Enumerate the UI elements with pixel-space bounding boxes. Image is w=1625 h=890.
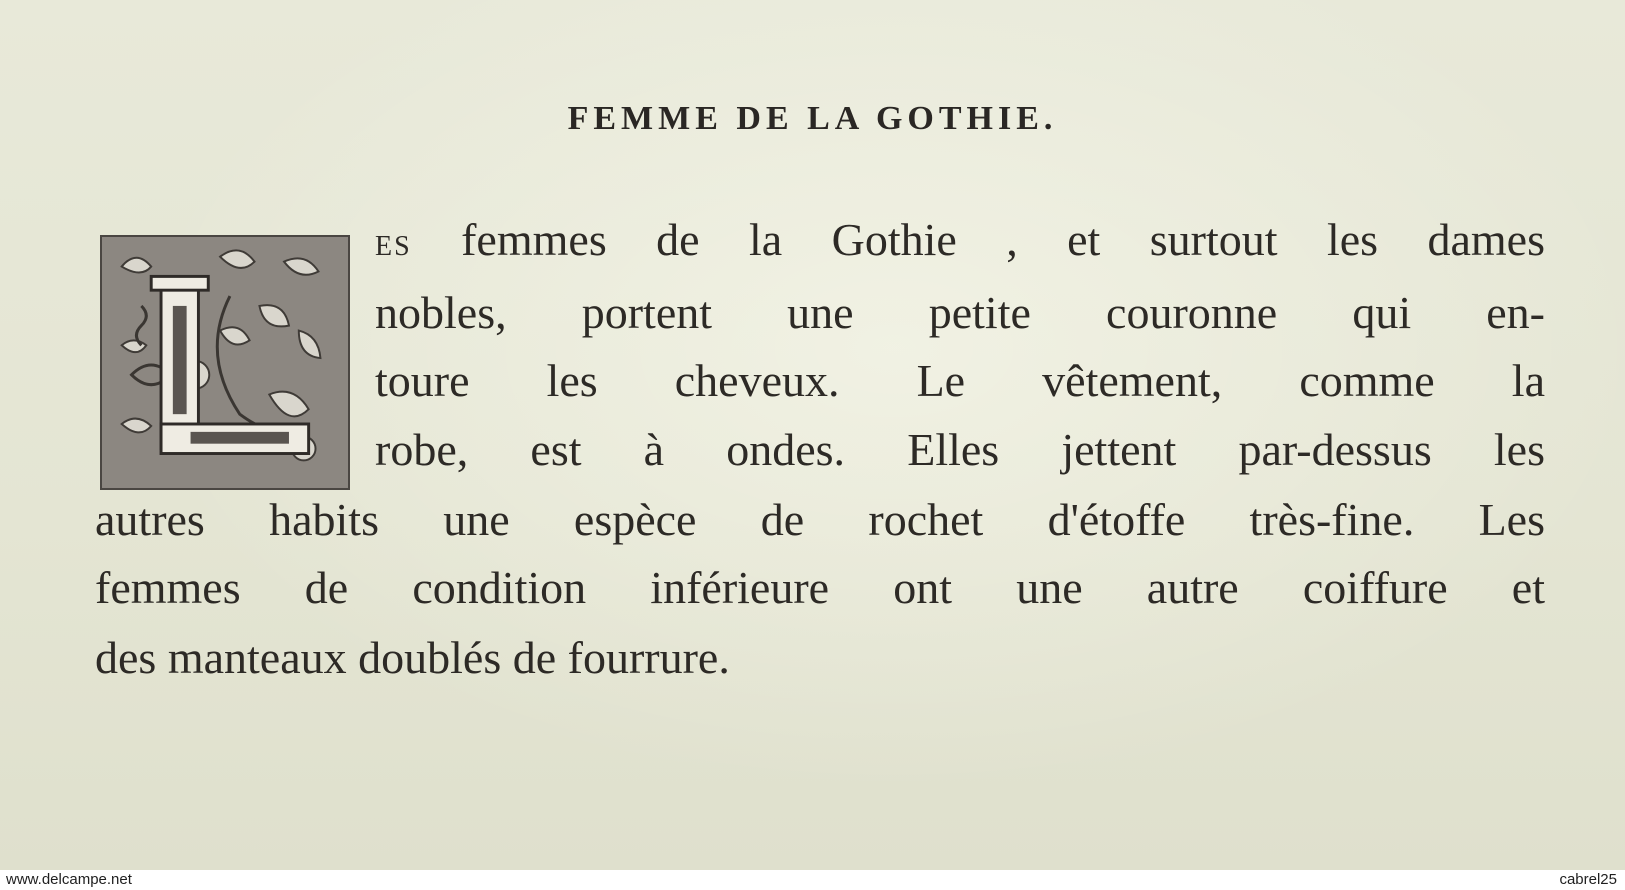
text-line-4: robe, est à ondes. Elles jettent par-dessus les bbox=[375, 424, 1545, 475]
text-line-2: nobles, portent une petite couronne qui en- bbox=[375, 287, 1545, 338]
text-line-7: des manteaux doublés de fourrure. bbox=[95, 632, 730, 683]
ornamental-dropcap bbox=[100, 235, 350, 490]
watermark-site: www.delcampe.net bbox=[6, 871, 132, 888]
text-line-6: femmes de condition inférieure ont une autre coiffure et bbox=[95, 562, 1545, 613]
text-line-1 bbox=[375, 212, 1545, 275]
page-title: FEMME DE LA GOTHIE. bbox=[567, 100, 1058, 137]
watermark-user: cabrel25 bbox=[1559, 871, 1617, 888]
first-line-text: femmes de la Gothie , et surtout les dames bbox=[411, 214, 1545, 265]
text-line-5: autres habits une espèce de rochet d'étoffe très-fine. Les bbox=[95, 494, 1545, 545]
watermark-bar bbox=[0, 870, 1625, 890]
dropcap-ornament-icon bbox=[102, 237, 348, 488]
dropcap-continuation: ES bbox=[375, 231, 412, 262]
text-line-3: toure les cheveux. Le vêtement, comme la bbox=[375, 355, 1545, 406]
